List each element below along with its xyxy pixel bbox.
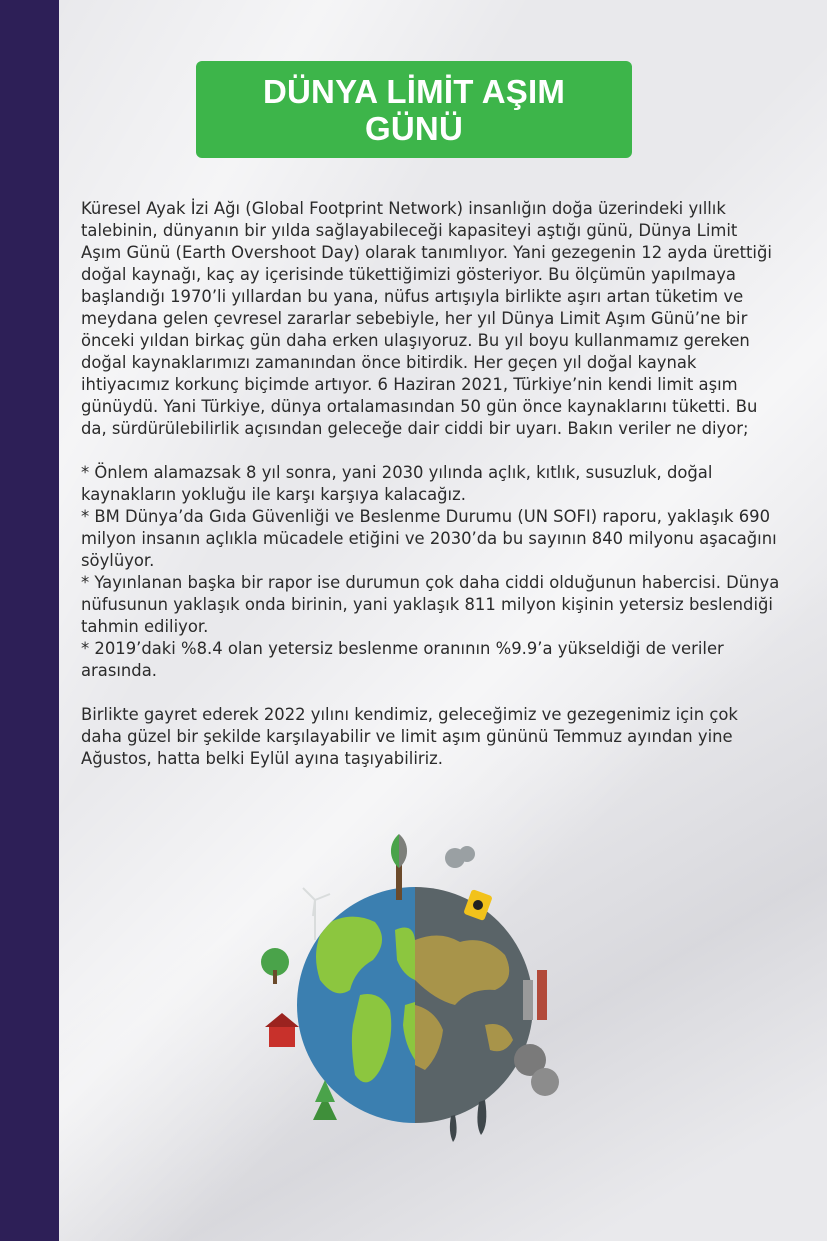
intro-paragraph: Küresel Ayak İzi Ağı (Global Footprint Network) insanlığın doğa üzerindeki yıllık talebinin, dünyanın bir yılda sağlayabileceği kapasiteyi aştığı günü, Dünya Limit Aşım Günü (Earth Overshoot Day) olarak tanımlıyor. Yani gezegenin 12 ayda ürettiği doğal kaynağı, kaç ay içerisinde tükettiğimizi gösteriyor. Bu ölçümün yapılmaya başlandığı 1970’li yıllardan bu yana, nüfus artışıyla birlikte aşırı artan tüketim ve meydana gelen çevresel zararlar sebebiyle, her yıl Dünya Limit Aşım Günü’ne bir önceki yıldan birkaç gün daha erken ulaşıyoruz. Bu yıl boyu kullanmamız gereken doğal kaynaklarımızı zamanından önce bitirdik. Her geçen yıl doğal kaynak ihtiyacımız korkunç biçimde artıyor. 6 Haziran 2021, Türkiye’nin kendi limit aşım günüydü. Yani Türkiye, dünya ortalamasından 50 gün önce kaynaklarını tüketti. Bu da, sürdürülebilirlik açısından geleceğe dair ciddi bir uyarı. Bakın veriler ne diyor; (81, 199, 772, 438)
fact-item: * 2019’daki %8.4 olan yetersiz beslenme oranının %9.9’a yükseldiği de veriler arasında. (81, 639, 724, 680)
closing-paragraph: Birlikte gayret ederek 2022 yılını kendimiz, geleceğimiz ve gezegenimiz için çok daha güzel bir şekilde karşılayabilir ve limit aşım gününü Temmuz ayından yine Ağustos, hatta belki Eylül ayına taşıyabiliriz. (81, 705, 738, 768)
fact-item: * Yayınlanan başka bir rapor ise durumun çok daha ciddi olduğunun habercisi. Dünya nüfusunun yaklaşık onda birinin, yani yaklaşık 811 milyon kişinin yetersiz beslendiği tahmin ediliyor. (81, 573, 780, 636)
left-sidebar-band (0, 0, 59, 1241)
facts-list (81, 462, 781, 682)
title-banner (196, 61, 632, 158)
earth-illustration-icon (255, 830, 575, 1150)
article-body (81, 198, 781, 770)
page-title: DÜNYA LİMİT AŞIM GÜNÜ (262, 72, 566, 147)
fact-item: * Önlem alamazsak 8 yıl sonra, yani 2030 yılında açlık, kıtlık, susuzluk, doğal kaynakların yokluğu ile karşı karşıya kalacağız. (81, 463, 713, 504)
fact-item: * BM Dünya’da Gıda Güvenliği ve Beslenme Durumu (UN SOFI) raporu, yaklaşık 690 milyon insanın açlıkla mücadele etiğini ve 2030’da bu sayının 840 milyonu aşacağını söylüyor. (81, 507, 777, 570)
